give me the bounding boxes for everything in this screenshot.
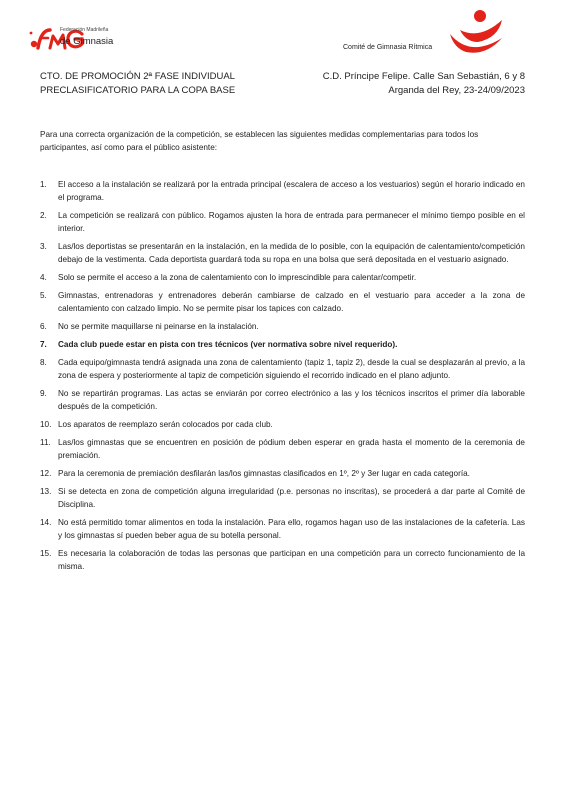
rule-item (40, 289, 525, 315)
rule-number: 4. (40, 273, 47, 282)
rule-text: No se permite maquillarse ni peinarse en la instalación. (58, 322, 259, 331)
rule-number: 14. (40, 518, 52, 527)
rule-text: No se repartirán programas. Las actas se enviarán por correo electrónico a las y los técnicos inscritos el primer día laborable después de la competición. (58, 389, 525, 411)
rule-text: Para la ceremonia de premiación desfilarán las/los gimnastas clasificados en 1º, 2º y 3er lugar en cada categoría. (58, 469, 470, 478)
rule-text: Las/los gimnastas que se encuentren en posición de pódium deben esperar en grada hasta el momento de la ceremonia de premiación. (58, 438, 525, 460)
federation-name: de Gimnasia (60, 36, 114, 47)
rule-item (40, 320, 525, 333)
rule-number: 15. (40, 549, 52, 558)
rule-number: 8. (40, 358, 47, 367)
rules-list (40, 178, 525, 578)
rule-item (40, 467, 525, 480)
rule-number: 10. (40, 420, 52, 429)
rule-item (40, 485, 525, 511)
rule-text: Si se detecta en zona de competición alguna irregularidad (p.e. personas no inscritas), se procederá a dar parte al Comité de Disciplina. (58, 487, 525, 509)
event-title-line-1: CTO. DE PROMOCIÓN 2ª FASE INDIVIDUAL (40, 71, 235, 82)
rule-number: 6. (40, 322, 47, 331)
rule-number: 12. (40, 469, 52, 478)
venue-date: Arganda del Rey, 23-24/09/2023 (388, 85, 525, 96)
rule-item (40, 516, 525, 542)
rule-number: 5. (40, 291, 47, 300)
rule-item (40, 387, 525, 413)
rule-text: El acceso a la instalación se realizará por la entrada principal (escalera de acceso a los vestuarios) según el horario indicado en el programa. (58, 180, 525, 202)
event-title-line-2: PRECLASIFICATORIO PARA LA COPA BASE (40, 85, 236, 96)
rule-number: 7. (40, 340, 47, 349)
rule-text: No está permitido tomar alimentos en toda la instalación. Para ello, rogamos hagan uso de las instalaciones de la cafetería. Las y los gimnastas sí pueden beber agua de su botella personal. (58, 518, 525, 540)
rule-text: Es necesaria la colaboración de todas las personas que participan en una competición para un correcto funcionamiento de la misma. (58, 549, 525, 571)
rule-text: Solo se permite el acceso a la zona de calentamiento con lo imprescindible para calentar/competir. (58, 273, 417, 282)
rule-text: Cada club puede estar en pista con tres técnicos (ver normativa sobre nivel requerido). (58, 340, 398, 349)
gymnast-swoosh-icon (440, 8, 510, 56)
committee-name: Comité de Gimnasia Rítmica (343, 44, 433, 51)
rule-number: 1. (40, 180, 47, 189)
rule-text: Gimnastas, entrenadoras y entrenadores deberán cambiarse de calzado en el vestuario para acceder a la zona de calentamiento con calzado limpio. No se permite pisar los tapices con calzado. (58, 291, 525, 313)
rule-number: 11. (40, 438, 51, 447)
committee-logo (440, 8, 510, 56)
rule-text: La competición se realizará con público. Rogamos ajusten la hora de entrada para permanecer el mínimo tiempo posible en el interior. (58, 211, 525, 233)
rule-item (40, 356, 525, 382)
rule-number: 9. (40, 389, 47, 398)
intro-paragraph: Para una correcta organización de la competición, se establecen las siguientes medidas complementarias para todos los participantes, así como para el público asistente: (40, 130, 479, 153)
rule-item (40, 418, 525, 431)
rule-text: Cada equipo/gimnasta tendrá asignada una zona de calentamiento (tapiz 1, tapiz 2), desde la cual se desplazarán al previo, a la zona de espera y posteriormente al tapiz de competición siguiendo el recorrido indicado en el plano adjunto. (58, 358, 525, 380)
rule-item (40, 271, 525, 284)
rule-item (40, 436, 525, 462)
rule-item (40, 209, 525, 235)
rule-number: 2. (40, 211, 47, 220)
rule-item (40, 178, 525, 204)
rule-number: 13. (40, 487, 52, 496)
federation-name-small: Federación Madrileña (60, 27, 109, 33)
rule-item (40, 547, 525, 573)
event-title (40, 70, 235, 98)
rule-number: 3. (40, 242, 47, 251)
venue-info (323, 70, 525, 98)
rule-item (40, 240, 525, 266)
rule-item (40, 338, 525, 351)
rule-text: Las/los deportistas se presentarán en la instalación, en la medida de lo posible, con la equipación de calentamiento/competición debajo de la vestimenta. Cada deportista guardará toda su ropa en una bolsa que será depositada en el vestuario asignado. (58, 242, 525, 264)
rule-text: Los aparatos de reemplazo serán colocados por cada club. (58, 420, 273, 429)
venue-address: C.D. Príncipe Felipe. Calle San Sebastián, 6 y 8 (322, 71, 525, 82)
